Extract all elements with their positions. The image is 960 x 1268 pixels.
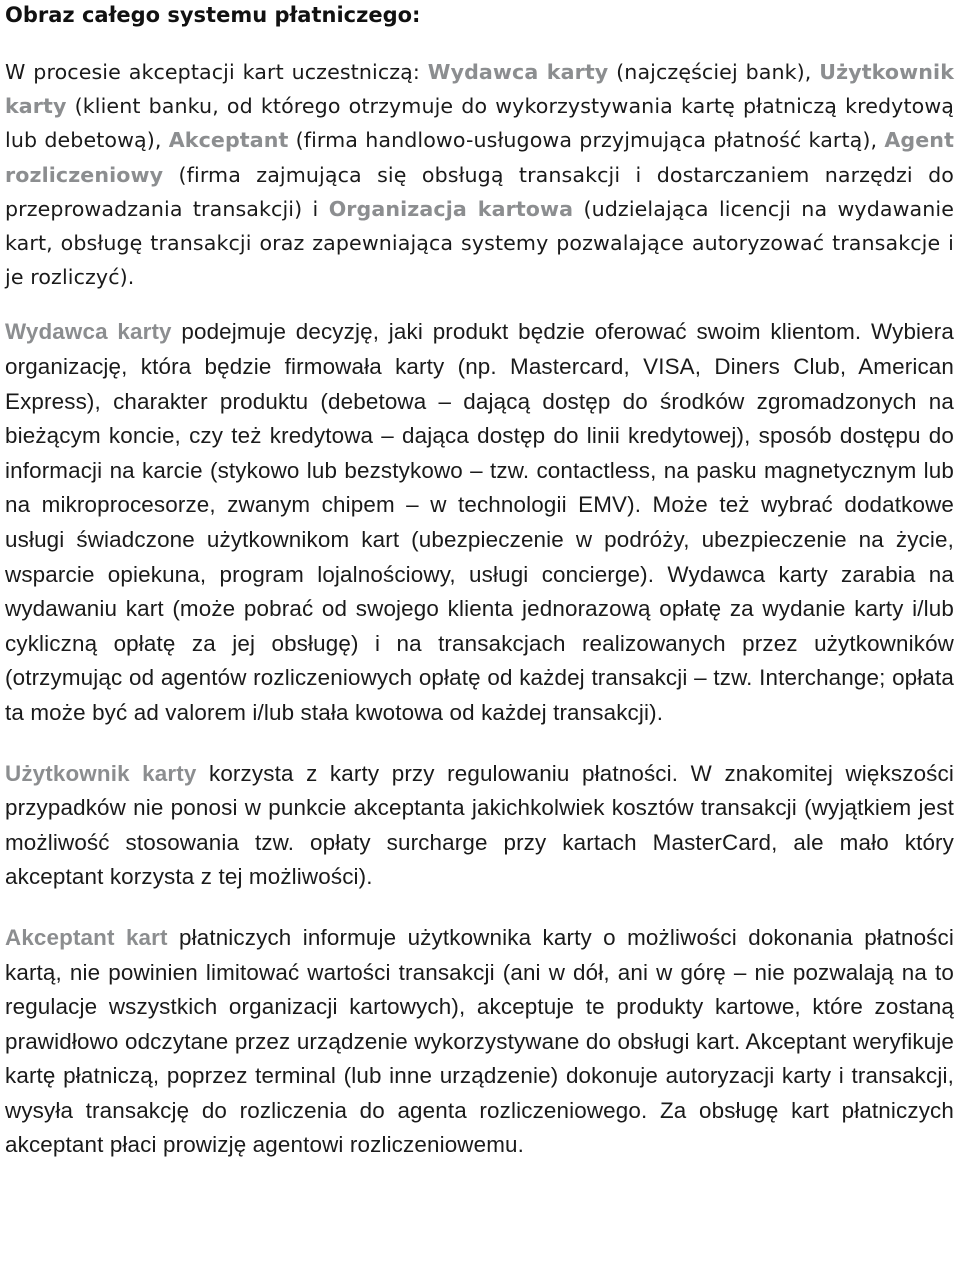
paragraph-participants [5,55,954,294]
term-agent-rozliczeniowy: Agent rozliczeniowy [5,128,955,187]
term-akceptant: Akceptant [168,128,289,153]
text-segment: (firma zajmująca się obsługą transakcji i dostarczaniem narzędzi do przeprowadzania transakcji) i [5,162,954,221]
text-segment: płatniczych informuje użytkownika karty o możliwości dokonania płatności kartą, nie powinien limitować wartości transakcji (ani w dół, ani w górę – nie pozwalają na to regulacje wszystkich organizacji kartowych), akceptuje te produkty kartowe, które zostaną prawidłowo odczytane przez urządzenie wykorzystywane do obsługi kart. Akceptant weryfikuje kartę płatniczą, poprzez terminal (lub inne urządzenie) dokonuje autoryzacji karty i transakcji, wysyła transakcję do rozliczenia do agenta rozliczeniowego. Za obsługę kart płatniczych akceptant płaci prowizję agentowi rozliczeniowemu. [5,924,954,1158]
term-uzytkownik-karty: Użytkownik karty [5,760,197,786]
term-uzytkownik-karty: Użytkownik karty [5,60,955,119]
text-segment: podejmuje decyzję, jaki produkt będzie oferować swoim klientom. Wybiera organizację, która będzie firmowała karty (np. Mastercard, VISA, Diners Club, American Express), charakter produktu (debetowa – dającą dostęp do środków zgromadzonych na bieżącym koncie, czy też kredytowa – dająca dostęp do linii kredytowej), sposób dostępu do informacji na karcie (stykowo lub bezstykowo – tzw. contactless, na pasku magnetycznym lub na mikroprocesorze, zwanym chipem – w technologii EMV). Może też wybrać dodatkowe usługi świadczone użytkownikom kart (ubezpieczenie w podróży, ubezpieczenie na życie, wsparcie opiekuna, program lojalnościowy, usługi concierge). Wydawca karty zarabia na wydawaniu kart (może pobrać od swojego klienta jednorazową opłatę za wydanie karty i/lub cykliczną opłatę za jej obsługę) i na transakcjach realizowanych przez użytkowników (otrzymując od agentów rozliczeniowych opłatę od każdej transakcji – tzw. Interchange; opłata ta może być ad valorem i/lub stała kwotowa od każdej transakcji). [5,319,954,725]
term-wydawca-karty: Wydawca karty [5,319,172,345]
text-segment: korzysta z karty przy regulowaniu płatności. W znakomitej większości przypadków nie ponosi w punkcie akceptanta jakichkolwiek kosztów transakcji (wyjątkiem jest możliwość stosowania tzw. opłaty surcharge przy kartach MasterCard, ale mało który akceptant korzysta z tej możliwości). [5,760,954,890]
paragraph-uzytkownik [5,757,954,895]
term-wydawca-karty: Wydawca karty [427,60,609,84]
text-segment: (firma handlowo-usługowa przyjmująca płatność kartą), [288,128,885,153]
paragraph-wydawca [5,315,954,730]
text-segment: (udzielająca licencji na wydawanie kart, obsługę transakcji oraz zapewniająca systemy pozwalające autoryzować transakcje i je rozliczyć). [5,196,954,290]
term-akceptant-kart: Akceptant kart [5,924,168,950]
text-segment: W procesie akceptacji kart uczestniczą: [5,60,428,84]
document-heading: Obraz całego systemu płatniczego: [5,3,421,27]
term-organizacja-kartowa: Organizacja kartowa [328,196,574,221]
paragraph-akceptant [5,921,954,1163]
text-segment: (najczęściej bank), [608,60,820,84]
text-segment: (klient banku, od którego otrzymuje do wykorzystywania kartę płatniczą kredytową lub debetową), [5,94,954,153]
